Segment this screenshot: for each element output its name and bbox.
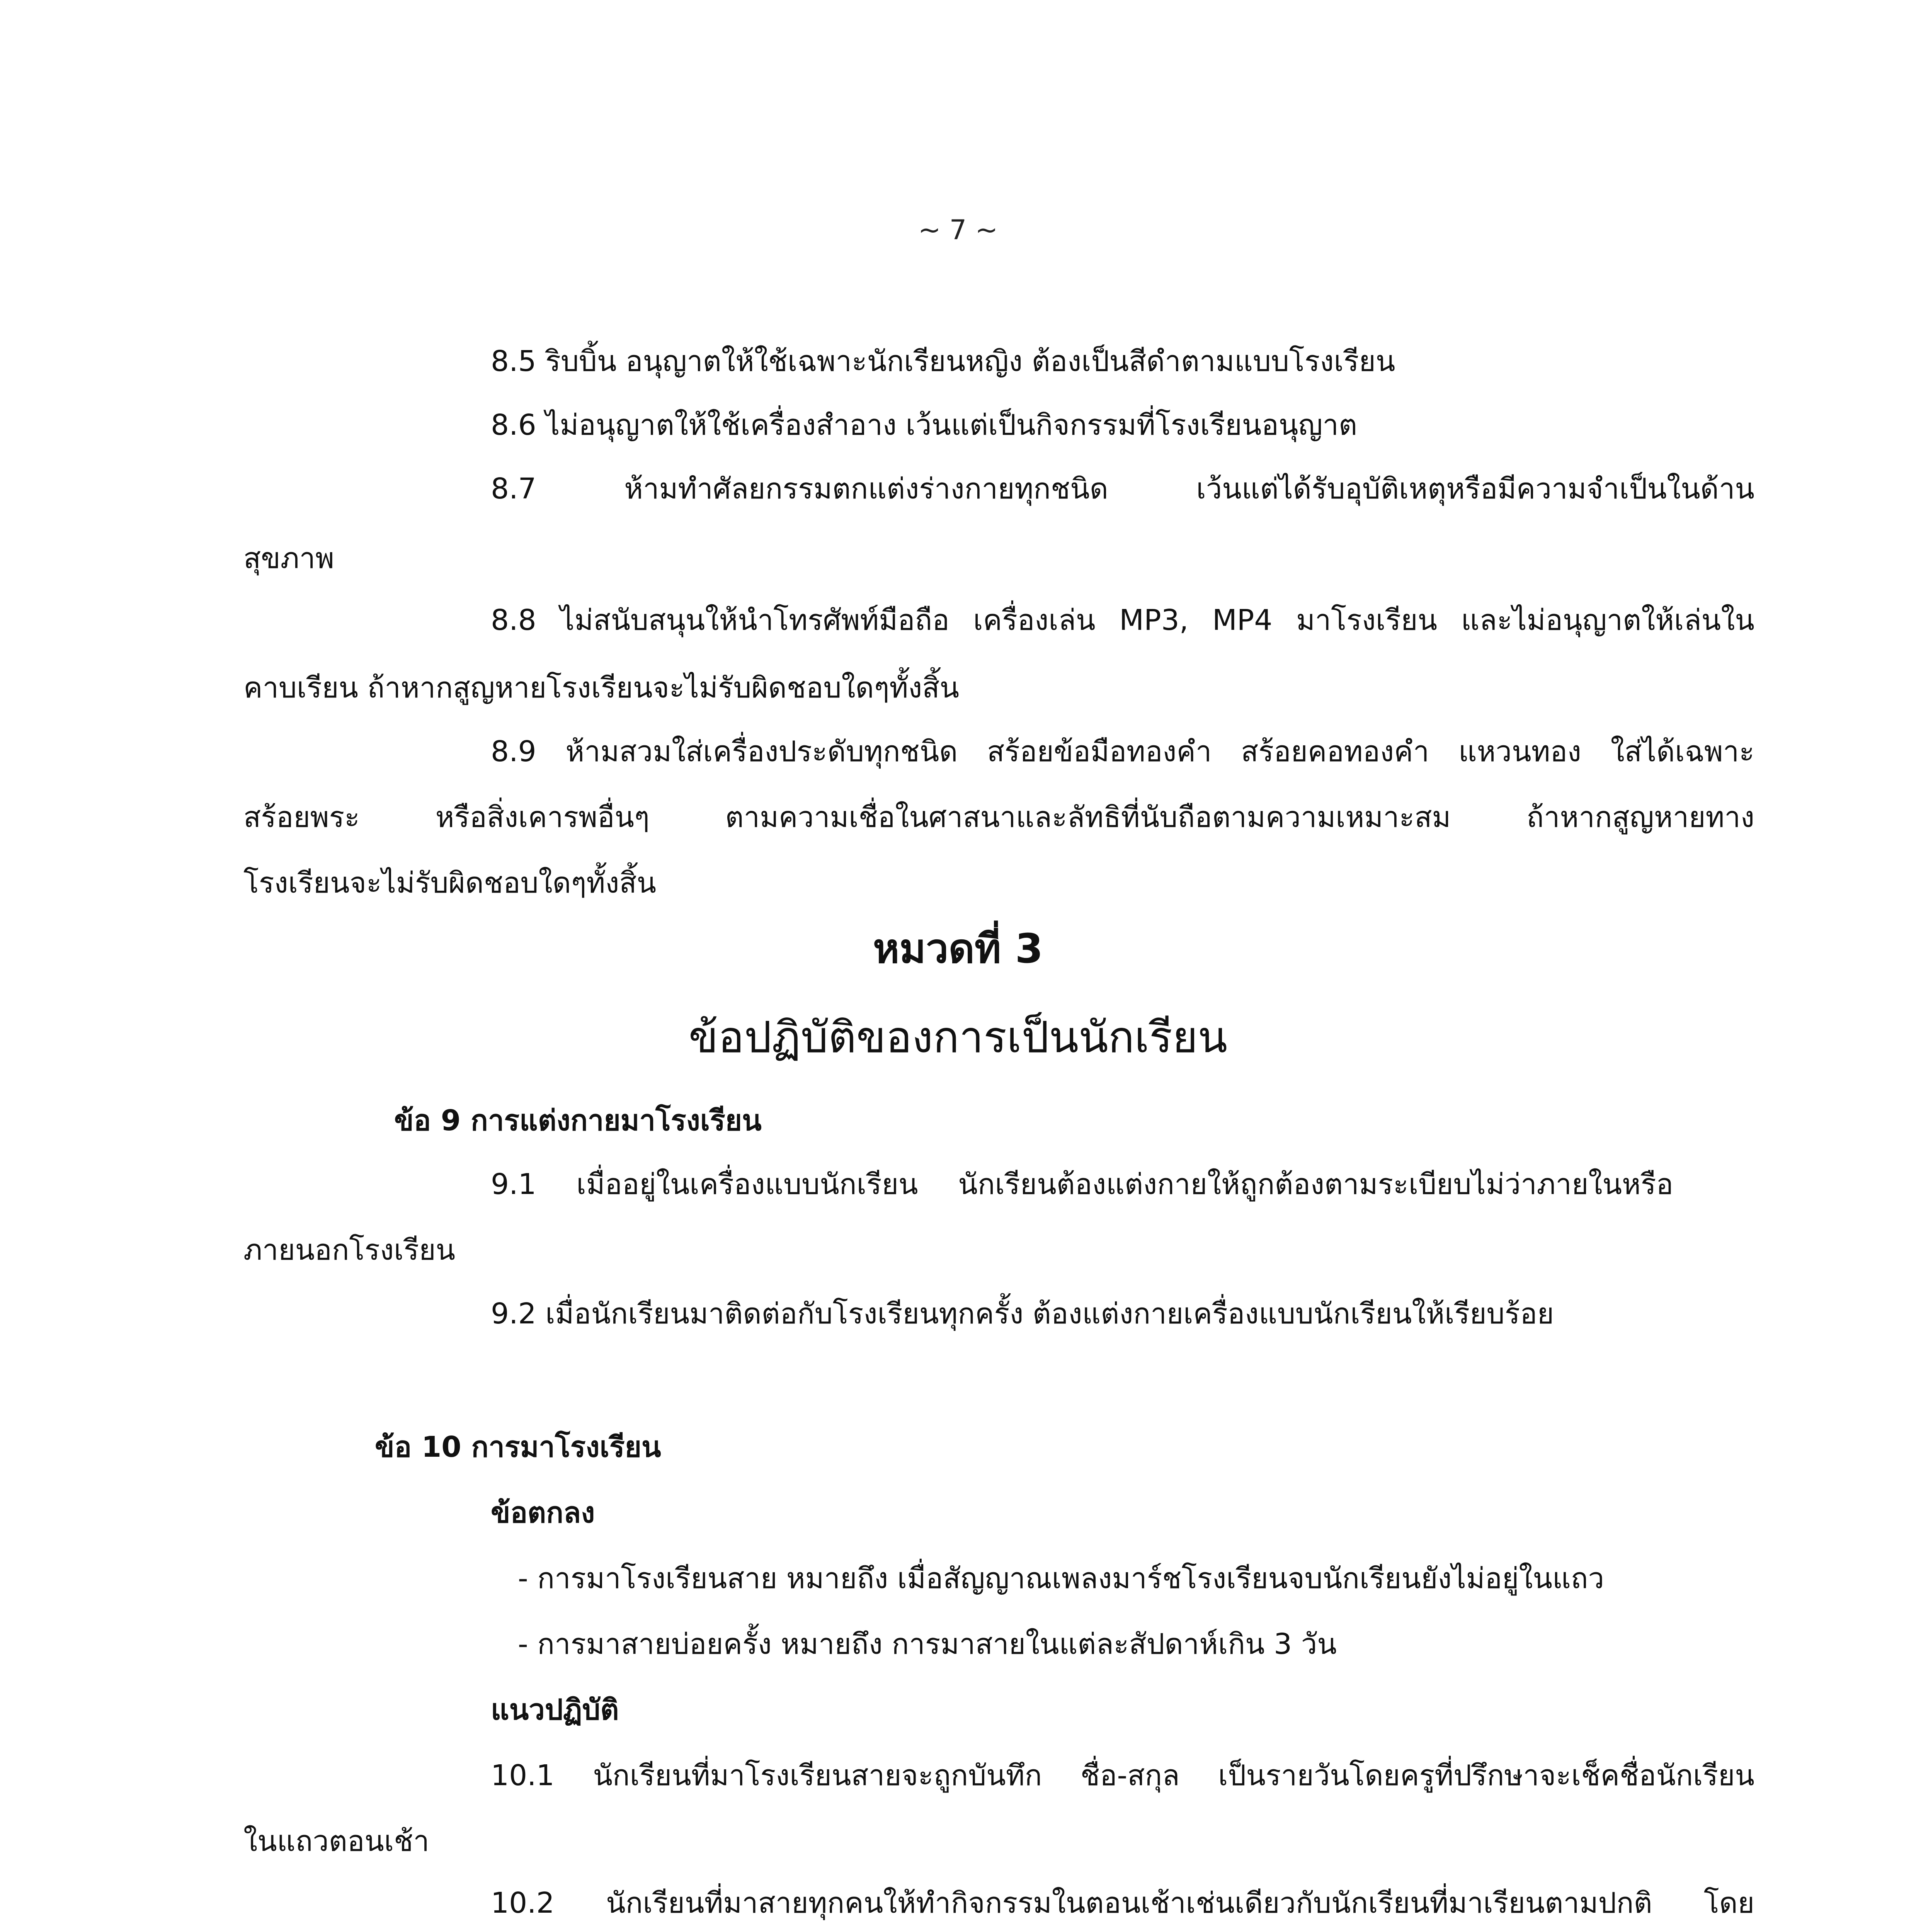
chapter-title: หมวดที่ 3 xyxy=(873,925,1043,972)
item-9-1-line2: ภายนอกโรงเรียน xyxy=(243,1233,456,1267)
guideline-heading: แนวปฏิบัติ xyxy=(491,1693,619,1726)
item-8-7-line2: สุขภาพ xyxy=(243,542,334,575)
item-8-9-line2: สร้อยพระ หรือสิ่งเคารพอื่นๆ ตามความเชื่อในศาสนาและลัทธิที่นับถือตามความเหมาะสม ถ้าหากสูญหายทาง xyxy=(243,801,1754,834)
item-9-1-line1: 9.1 เมื่ออยู่ในเครื่องแบบนักเรียน นักเรียนต้องแต่งกายให้ถูกต้องตามระเบียบไม่ว่าภายในหรือ xyxy=(491,1168,1673,1201)
clause-10-heading: ข้อ 10 การมาโรงเรียน xyxy=(375,1430,661,1464)
agreement-item-2: - การมาสายบ่อยครั้ง หมายถึง การมาสายในแต่ละสัปดาห์เกิน 3 วัน xyxy=(518,1628,1337,1661)
item-8-7-line1: 8.7 ห้ามทำศัลยกรรมตกแต่งร่างกายทุกชนิด เว้นแต่ได้รับอุบัติเหตุหรือมีความจำเป็นในด้าน xyxy=(491,472,1754,505)
item-8-6: 8.6 ไม่อนุญาตให้ใช้เครื่องสำอาง เว้นแต่เป็นกิจกรรมที่โรงเรียนอนุญาต xyxy=(491,408,1358,442)
agreement-heading: ข้อตกลง xyxy=(491,1496,595,1529)
item-8-9-line1: 8.9 ห้ามสวมใส่เครื่องประดับทุกชนิด สร้อยข้อมือทองคำ สร้อยคอทองคำ แหวนทอง ใส่ได้เฉพาะ xyxy=(491,735,1754,768)
item-10-1-line1: 10.1 นักเรียนที่มาโรงเรียนสายจะถูกบันทึก ชื่อ-สกุล เป็นรายวันโดยครูที่ปรึกษาจะเช็คชื่อนักเรียน xyxy=(491,1759,1754,1792)
item-8-5: 8.5 ริบบิ้น อนุญาตให้ใช้เฉพาะนักเรียนหญิง ต้องเป็นสีดำตามแบบโรงเรียน xyxy=(491,345,1395,378)
item-8-9-line3: โรงเรียนจะไม่รับผิดชอบใดๆทั้งสิ้น xyxy=(243,866,657,900)
item-10-2-line1: 10.2 นักเรียนที่มาสายทุกคนให้ทำกิจกรรมในตอนเช้าเช่นเดียวกับนักเรียนที่มาเรียนตามปกติ โดย xyxy=(491,1886,1754,1920)
item-8-8-line2: คาบเรียน ถ้าหากสูญหายโรงเรียนจะไม่รับผิดชอบใดๆทั้งสิ้น xyxy=(243,671,960,704)
item-8-8-line1: 8.8 ไม่สนับสนุนให้นำโทรศัพท์มือถือ เครื่องเล่น MP3, MP4 มาโรงเรียน และไม่อนุญาตให้เล่นใน xyxy=(491,604,1754,637)
chapter-subtitle: ข้อปฏิบัติของการเป็นนักเรียน xyxy=(688,1012,1228,1063)
item-9-2: 9.2 เมื่อนักเรียนมาติดต่อกับโรงเรียนทุกครั้ง ต้องแต่งกายเครื่องแบบนักเรียนให้เรียบร้อย xyxy=(491,1297,1554,1330)
item-10-1-line2: ในแถวตอนเช้า xyxy=(243,1825,429,1858)
agreement-item-1: - การมาโรงเรียนสาย หมายถึง เมื่อสัญญาณเพลงมาร์ชโรงเรียนจบนักเรียนยังไม่อยู่ในแถว xyxy=(518,1562,1605,1595)
clause-9-heading: ข้อ 9 การแต่งกายมาโรงเรียน xyxy=(394,1104,762,1137)
page-number: ~ 7 ~ xyxy=(918,214,998,246)
